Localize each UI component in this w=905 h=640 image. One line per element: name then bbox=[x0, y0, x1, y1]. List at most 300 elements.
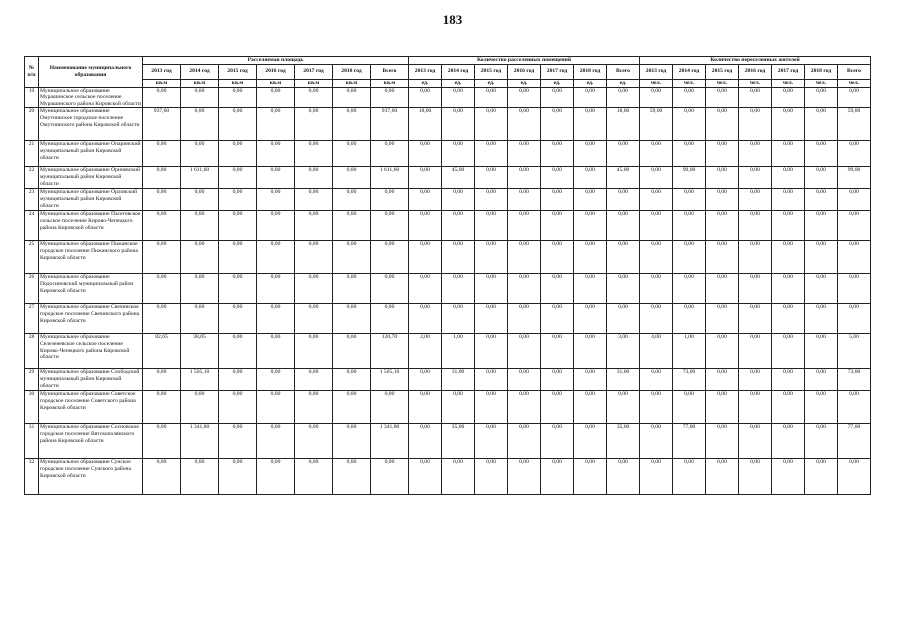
cell-units: 0,00 bbox=[508, 141, 541, 167]
cell-units: 0,00 bbox=[475, 424, 508, 459]
header-unit-people-6: чел. bbox=[838, 79, 871, 87]
row-number: 20 bbox=[25, 108, 39, 141]
header-unit-people-1: чел. bbox=[673, 79, 706, 87]
cell-area: 0,00 bbox=[371, 141, 409, 167]
cell-area: 0,00 bbox=[143, 241, 181, 274]
cell-people: 0,00 bbox=[772, 241, 805, 274]
cell-people: 0,00 bbox=[772, 167, 805, 189]
cell-area: 0,00 bbox=[371, 459, 409, 495]
cell-area: 0,00 bbox=[295, 274, 333, 304]
cell-people: 0,00 bbox=[673, 241, 706, 274]
header-year-units-2: 2015 год bbox=[475, 64, 508, 79]
header-year-units-1: 2014 год bbox=[442, 64, 475, 79]
cell-units: 0,00 bbox=[442, 304, 475, 334]
cell-people: 0,00 bbox=[805, 167, 838, 189]
cell-area: 38,05 bbox=[181, 334, 219, 369]
cell-area: 0,00 bbox=[181, 459, 219, 495]
cell-people: 73,00 bbox=[673, 369, 706, 391]
cell-people: 0,00 bbox=[739, 424, 772, 459]
cell-area: 0,00 bbox=[371, 241, 409, 274]
row-municipality-name: Муниципальное образование Мурашинское сельское поселение Мурашинского района Кировской области bbox=[40, 87, 141, 107]
cell-area: 0,00 bbox=[219, 274, 257, 304]
header-unit-area-5: кв.м bbox=[333, 79, 371, 87]
cell-units: 0,00 bbox=[409, 369, 442, 391]
header-unit-units-5: ед. bbox=[574, 79, 607, 87]
header-unit-area-4: кв.м bbox=[295, 79, 333, 87]
cell-people: 0,00 bbox=[772, 334, 805, 369]
table-row bbox=[25, 304, 871, 334]
cell-area: 0,00 bbox=[295, 304, 333, 334]
cell-people: 0,00 bbox=[805, 189, 838, 211]
cell-people: 0,00 bbox=[838, 274, 871, 304]
cell-units: 0,00 bbox=[409, 87, 442, 108]
row-municipality-name: Муниципальное образование Подосиновский муниципальный район Кировской области bbox=[39, 274, 143, 304]
cell-area: 0,00 bbox=[219, 167, 257, 189]
cell-units: 0,00 bbox=[442, 391, 475, 424]
cell-people: 59,00 bbox=[640, 108, 673, 141]
cell-area: 0,00 bbox=[143, 87, 181, 108]
cell-units: 0,00 bbox=[475, 189, 508, 211]
cell-units: 0,00 bbox=[607, 241, 640, 274]
cell-people: 0,00 bbox=[805, 241, 838, 274]
cell-people: 0,00 bbox=[640, 141, 673, 167]
cell-units: 0,00 bbox=[607, 304, 640, 334]
cell-people: 0,00 bbox=[805, 274, 838, 304]
cell-units: 0,00 bbox=[475, 459, 508, 495]
header-year-units-4: 2017 год bbox=[541, 64, 574, 79]
row-number: 29 bbox=[25, 369, 39, 391]
cell-people: 0,00 bbox=[706, 391, 739, 424]
cell-units: 0,00 bbox=[574, 241, 607, 274]
header-year-people-3: 2016 год bbox=[739, 64, 772, 79]
cell-units: 0,00 bbox=[475, 274, 508, 304]
cell-units: 0,00 bbox=[574, 108, 607, 141]
header-unit-units-6: ед. bbox=[607, 79, 640, 87]
cell-units: 0,00 bbox=[475, 167, 508, 189]
cell-units: 0,00 bbox=[574, 369, 607, 391]
header-year-people-6: Всего bbox=[838, 64, 871, 79]
header-year-area-5: 2018 год bbox=[333, 64, 371, 79]
row-number: 31 bbox=[25, 424, 39, 459]
cell-area: 1 341,80 bbox=[181, 424, 219, 459]
cell-people: 0,00 bbox=[739, 167, 772, 189]
cell-people: 0,00 bbox=[739, 241, 772, 274]
cell-area: 0,00 bbox=[257, 211, 295, 241]
cell-people: 0,00 bbox=[706, 87, 739, 108]
cell-people: 0,00 bbox=[739, 391, 772, 424]
cell-people: 0,00 bbox=[739, 334, 772, 369]
cell-area: 1 611,60 bbox=[181, 167, 219, 189]
table-row bbox=[25, 141, 871, 167]
header-unit-area-2: кв.м bbox=[219, 79, 257, 87]
header-year-area-1: 2014 год bbox=[181, 64, 219, 79]
cell-people: 0,00 bbox=[772, 369, 805, 391]
cell-people: 0,00 bbox=[772, 211, 805, 241]
row-municipality-name: Муниципальное образование Советское городское поселение Советского района Кировской области bbox=[39, 391, 143, 424]
cell-area: 0,00 bbox=[333, 459, 371, 495]
cell-units: 0,00 bbox=[409, 304, 442, 334]
header-group-units: Количество расселенных помещений bbox=[409, 57, 640, 65]
cell-area: 937,60 bbox=[143, 108, 181, 141]
cell-people: 0,00 bbox=[772, 108, 805, 141]
cell-area: 0,00 bbox=[371, 391, 409, 424]
cell-units: 0,00 bbox=[508, 87, 541, 108]
cell-units: 0,00 bbox=[508, 211, 541, 241]
cell-units: 0,00 bbox=[541, 459, 574, 495]
cell-units: 0,00 bbox=[475, 141, 508, 167]
cell-area: 0,00 bbox=[219, 369, 257, 391]
header-year-units-3: 2016 год bbox=[508, 64, 541, 79]
cell-units: 0,00 bbox=[442, 87, 475, 108]
cell-area: 0,00 bbox=[257, 241, 295, 274]
header-year-people-4: 2017 год bbox=[772, 64, 805, 79]
cell-units: 0,00 bbox=[574, 211, 607, 241]
cell-area: 0,00 bbox=[257, 304, 295, 334]
cell-area: 1 341,80 bbox=[371, 424, 409, 459]
cell-area: 0,00 bbox=[371, 87, 409, 108]
cell-people: 0,00 bbox=[838, 87, 871, 108]
cell-area: 0,00 bbox=[181, 189, 219, 211]
row-municipality-name: Муниципальное образование Сунское городское поселение Сунского района Кировской области bbox=[39, 459, 143, 495]
cell-people: 0,00 bbox=[706, 424, 739, 459]
cell-units: 0,00 bbox=[607, 211, 640, 241]
cell-units: 0,00 bbox=[508, 459, 541, 495]
cell-area: 0,00 bbox=[257, 424, 295, 459]
cell-area: 0,00 bbox=[219, 108, 257, 141]
cell-area: 0,00 bbox=[295, 241, 333, 274]
cell-people: 0,00 bbox=[673, 108, 706, 141]
cell-people: 0,00 bbox=[706, 167, 739, 189]
cell-people: 0,00 bbox=[805, 304, 838, 334]
cell-units: 0,00 bbox=[442, 211, 475, 241]
header-group-people: Количество переселенных жителей bbox=[640, 57, 871, 65]
cell-people: 0,00 bbox=[640, 304, 673, 334]
cell-area: 0,00 bbox=[333, 167, 371, 189]
cell-units: 0,00 bbox=[574, 167, 607, 189]
cell-area: 0,00 bbox=[295, 211, 333, 241]
cell-units: 0,00 bbox=[508, 334, 541, 369]
cell-units: 0,00 bbox=[508, 108, 541, 141]
row-number: 28 bbox=[25, 334, 39, 369]
cell-units: 0,00 bbox=[409, 141, 442, 167]
cell-people: 0,00 bbox=[805, 334, 838, 369]
cell-people: 73,00 bbox=[838, 369, 871, 391]
header-unit-units-2: ед. bbox=[475, 79, 508, 87]
cell-units: 0,00 bbox=[475, 391, 508, 424]
cell-area: 0,00 bbox=[219, 334, 257, 369]
cell-area: 0,00 bbox=[333, 87, 371, 108]
cell-area: 1 611,60 bbox=[371, 167, 409, 189]
cell-units: 0,00 bbox=[607, 459, 640, 495]
header-unit-units-3: ед. bbox=[508, 79, 541, 87]
cell-people: 0,00 bbox=[640, 211, 673, 241]
row-number: 23 bbox=[25, 189, 39, 211]
cell-area: 0,00 bbox=[371, 211, 409, 241]
row-number: 30 bbox=[25, 391, 39, 424]
cell-area: 0,00 bbox=[143, 424, 181, 459]
cell-units: 0,00 bbox=[442, 189, 475, 211]
cell-area: 0,00 bbox=[181, 241, 219, 274]
cell-area: 0,00 bbox=[219, 424, 257, 459]
cell-area: 0,00 bbox=[143, 304, 181, 334]
cell-people: 0,00 bbox=[673, 87, 706, 108]
row-municipality-name: Муниципальное образование Опаринский муниципальный район Кировской области bbox=[39, 141, 143, 167]
row-municipality-name: Муниципальное образование Орловский муниципальный район Кировской области bbox=[39, 189, 143, 211]
cell-units: 0,00 bbox=[508, 167, 541, 189]
cell-units: 0,00 bbox=[475, 369, 508, 391]
cell-units: 0,00 bbox=[442, 274, 475, 304]
cell-units: 0,00 bbox=[442, 141, 475, 167]
cell-units: 0,00 bbox=[508, 424, 541, 459]
header-year-area-0: 2013 год bbox=[143, 64, 181, 79]
row-number: 21 bbox=[25, 141, 39, 167]
header-year-area-4: 2017 год bbox=[295, 64, 333, 79]
cell-units: 1,00 bbox=[442, 334, 475, 369]
header-year-area-6: Всего bbox=[371, 64, 409, 79]
cell-people: 77,00 bbox=[838, 424, 871, 459]
cell-units: 0,00 bbox=[442, 108, 475, 141]
header-unit-area-0: кв.м bbox=[143, 79, 181, 87]
header-unit-people-2: чел. bbox=[706, 79, 739, 87]
cell-area: 0,00 bbox=[143, 211, 181, 241]
cell-people: 0,00 bbox=[673, 391, 706, 424]
cell-area: 0,00 bbox=[257, 87, 295, 108]
cell-units: 31,00 bbox=[442, 369, 475, 391]
cell-people: 0,00 bbox=[706, 304, 739, 334]
cell-units: 0,00 bbox=[508, 391, 541, 424]
cell-people: 99,00 bbox=[838, 167, 871, 189]
cell-units: 0,00 bbox=[574, 391, 607, 424]
header-year-units-6: Всего bbox=[607, 64, 640, 79]
header-year-people-5: 2018 год bbox=[805, 64, 838, 79]
cell-people: 4,00 bbox=[640, 334, 673, 369]
cell-units: 0,00 bbox=[409, 424, 442, 459]
cell-people: 0,00 bbox=[772, 274, 805, 304]
cell-area: 0,00 bbox=[257, 189, 295, 211]
row-municipality-name: Муниципальное образование Свечинское городское поселение Свечинского района Кировской области bbox=[39, 304, 143, 334]
cell-units: 0,00 bbox=[541, 304, 574, 334]
cell-units: 0,00 bbox=[442, 241, 475, 274]
cell-people: 0,00 bbox=[838, 304, 871, 334]
cell-people: 0,00 bbox=[640, 167, 673, 189]
cell-units: 0,00 bbox=[409, 459, 442, 495]
cell-people: 0,00 bbox=[805, 87, 838, 108]
cell-area: 0,00 bbox=[181, 211, 219, 241]
cell-area: 0,00 bbox=[333, 108, 371, 141]
row-number: 32 bbox=[25, 459, 39, 495]
cell-units: 0,00 bbox=[607, 391, 640, 424]
cell-units: 0,00 bbox=[607, 189, 640, 211]
cell-area: 0,00 bbox=[295, 334, 333, 369]
cell-people: 0,00 bbox=[706, 459, 739, 495]
cell-people: 0,00 bbox=[640, 274, 673, 304]
header-unit-area-3: кв.м bbox=[257, 79, 295, 87]
cell-units: 3,00 bbox=[607, 334, 640, 369]
cell-units: 0,00 bbox=[409, 189, 442, 211]
header-units-row bbox=[25, 79, 871, 87]
row-number: 27 bbox=[25, 304, 39, 334]
row-municipality-name: Муниципальное образование Пасеговское сельское поселение Кирово-Чепецкого района Кировской области bbox=[39, 211, 143, 241]
row-number: 26 bbox=[25, 274, 39, 304]
cell-people: 0,00 bbox=[739, 304, 772, 334]
cell-area: 0,00 bbox=[295, 189, 333, 211]
cell-people: 0,00 bbox=[772, 424, 805, 459]
header-unit-area-1: кв.м bbox=[181, 79, 219, 87]
cell-people: 0,00 bbox=[805, 459, 838, 495]
cell-area: 82,65 bbox=[143, 334, 181, 369]
cell-units: 45,00 bbox=[442, 167, 475, 189]
cell-people: 0,00 bbox=[706, 108, 739, 141]
cell-units: 0,00 bbox=[541, 424, 574, 459]
cell-area: 0,00 bbox=[257, 459, 295, 495]
cell-units: 0,00 bbox=[508, 189, 541, 211]
cell-people: 0,00 bbox=[706, 334, 739, 369]
cell-units: 0,00 bbox=[475, 334, 508, 369]
cell-people: 0,00 bbox=[673, 304, 706, 334]
cell-area: 0,00 bbox=[333, 391, 371, 424]
cell-people: 0,00 bbox=[640, 459, 673, 495]
cell-people: 0,00 bbox=[706, 141, 739, 167]
cell-units: 0,00 bbox=[541, 189, 574, 211]
cell-area: 0,00 bbox=[181, 304, 219, 334]
cell-people: 0,00 bbox=[706, 189, 739, 211]
cell-units: 0,00 bbox=[508, 274, 541, 304]
cell-units: 0,00 bbox=[607, 141, 640, 167]
cell-units: 35,00 bbox=[442, 424, 475, 459]
row-number: 24 bbox=[25, 211, 39, 241]
cell-people: 0,00 bbox=[838, 211, 871, 241]
cell-units: 35,00 bbox=[607, 424, 640, 459]
cell-units: 0,00 bbox=[475, 304, 508, 334]
cell-area: 0,00 bbox=[143, 274, 181, 304]
header-num: № п/п bbox=[25, 57, 39, 88]
cell-units: 0,00 bbox=[409, 274, 442, 304]
row-number: 19 bbox=[25, 87, 39, 108]
cell-area: 0,00 bbox=[333, 334, 371, 369]
header-unit-people-0: чел. bbox=[640, 79, 673, 87]
cell-people: 0,00 bbox=[772, 87, 805, 108]
cell-people: 0,00 bbox=[805, 391, 838, 424]
cell-people: 59,00 bbox=[838, 108, 871, 141]
cell-units: 0,00 bbox=[508, 241, 541, 274]
cell-area: 0,00 bbox=[219, 211, 257, 241]
cell-people: 0,00 bbox=[739, 274, 772, 304]
cell-people: 0,00 bbox=[640, 189, 673, 211]
cell-area: 0,00 bbox=[333, 141, 371, 167]
table-row bbox=[25, 108, 871, 141]
cell-units: 0,00 bbox=[541, 241, 574, 274]
header-year-people-2: 2015 год bbox=[706, 64, 739, 79]
row-number: 25 bbox=[25, 241, 39, 274]
cell-area: 0,00 bbox=[219, 391, 257, 424]
cell-people: 0,00 bbox=[673, 211, 706, 241]
cell-people: 0,00 bbox=[673, 141, 706, 167]
cell-area: 0,00 bbox=[219, 189, 257, 211]
cell-area: 0,00 bbox=[219, 304, 257, 334]
table-row bbox=[25, 87, 871, 108]
cell-area: 0,00 bbox=[333, 274, 371, 304]
cell-area: 0,00 bbox=[295, 391, 333, 424]
cell-units: 0,00 bbox=[475, 241, 508, 274]
cell-area: 0,00 bbox=[333, 304, 371, 334]
cell-units: 0,00 bbox=[541, 369, 574, 391]
cell-area: 0,00 bbox=[333, 241, 371, 274]
cell-people: 0,00 bbox=[706, 274, 739, 304]
cell-people: 0,00 bbox=[673, 274, 706, 304]
cell-area: 0,00 bbox=[181, 274, 219, 304]
cell-units: 45,00 bbox=[607, 167, 640, 189]
cell-units: 0,00 bbox=[574, 141, 607, 167]
cell-units: 0,00 bbox=[508, 369, 541, 391]
cell-area: 0,00 bbox=[257, 108, 295, 141]
cell-units: 0,00 bbox=[541, 87, 574, 108]
table-row bbox=[25, 189, 871, 211]
header-unit-units-4: ед. bbox=[541, 79, 574, 87]
header-unit-people-3: чел. bbox=[739, 79, 772, 87]
table-row bbox=[25, 391, 871, 424]
cell-area: 0,00 bbox=[333, 424, 371, 459]
cell-area: 0,00 bbox=[333, 369, 371, 391]
cell-people: 0,00 bbox=[640, 241, 673, 274]
cell-units: 0,00 bbox=[607, 87, 640, 108]
cell-units: 0,00 bbox=[541, 334, 574, 369]
table-row bbox=[25, 167, 871, 189]
cell-units: 0,00 bbox=[475, 211, 508, 241]
cell-units: 0,00 bbox=[475, 87, 508, 108]
cell-people: 0,00 bbox=[739, 141, 772, 167]
header-years-row bbox=[25, 64, 871, 79]
cell-people: 0,00 bbox=[838, 459, 871, 495]
cell-area: 0,00 bbox=[257, 369, 295, 391]
cell-area: 0,00 bbox=[295, 87, 333, 108]
cell-people: 0,00 bbox=[640, 369, 673, 391]
header-name: Наименование муниципального образования bbox=[39, 57, 143, 88]
cell-people: 0,00 bbox=[838, 189, 871, 211]
cell-people: 5,00 bbox=[838, 334, 871, 369]
cell-area: 0,00 bbox=[219, 87, 257, 108]
row-municipality-name: Муниципальное образование Селезеневское сельское поселение Кирово-Чепецкого района Кировской области bbox=[39, 334, 143, 369]
cell-area: 0,00 bbox=[143, 141, 181, 167]
cell-area: 0,00 bbox=[257, 391, 295, 424]
cell-people: 0,00 bbox=[805, 369, 838, 391]
cell-area: 937,60 bbox=[371, 108, 409, 141]
cell-units: 18,00 bbox=[607, 108, 640, 141]
table-row bbox=[25, 424, 871, 459]
cell-units: 0,00 bbox=[574, 459, 607, 495]
cell-people: 0,00 bbox=[772, 391, 805, 424]
cell-area: 0,00 bbox=[219, 241, 257, 274]
header-year-people-0: 2013 год bbox=[640, 64, 673, 79]
header-unit-units-0: ед. bbox=[409, 79, 442, 87]
cell-area: 0,00 bbox=[371, 304, 409, 334]
cell-area: 1 505,10 bbox=[371, 369, 409, 391]
cell-area: 0,00 bbox=[257, 141, 295, 167]
cell-units: 0,00 bbox=[409, 241, 442, 274]
cell-units: 0,00 bbox=[475, 108, 508, 141]
cell-area: 0,00 bbox=[181, 87, 219, 108]
cell-people: 0,00 bbox=[838, 391, 871, 424]
row-municipality-name: Муниципальное образование Омутнинское городское поселение Омутнинского района Кировской области bbox=[39, 108, 143, 141]
row-municipality-name: Муниципальное образование Сосновское городское поселение Вятскополянского района Кировской области bbox=[39, 424, 143, 459]
table-row bbox=[25, 334, 871, 369]
cell-area: 0,00 bbox=[219, 459, 257, 495]
cell-units: 0,00 bbox=[541, 274, 574, 304]
cell-units: 0,00 bbox=[541, 167, 574, 189]
cell-people: 1,00 bbox=[673, 334, 706, 369]
cell-people: 0,00 bbox=[640, 87, 673, 108]
header-unit-units-1: ед. bbox=[442, 79, 475, 87]
cell-people: 0,00 bbox=[739, 459, 772, 495]
